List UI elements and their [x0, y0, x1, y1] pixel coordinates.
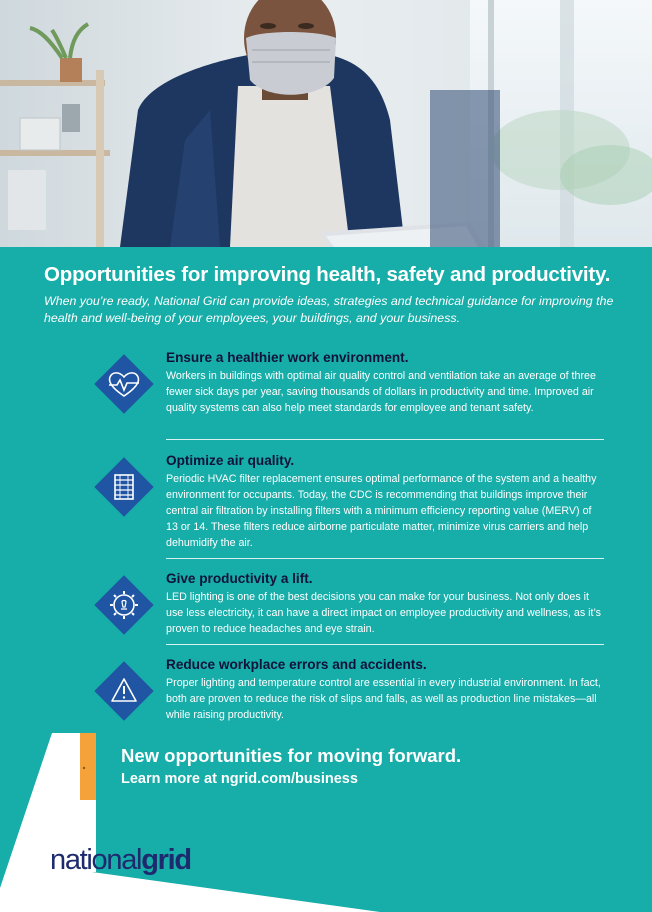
benefit-title: Optimize air quality.	[166, 453, 295, 468]
national-grid-logo	[50, 842, 191, 878]
benefit-body: Workers in buildings with optimal air quality control and ventilation take an average of three fewer sick days per year, saving thousands of dollars in productivity and time. Improved air quality systems can also help meet standards for employee and tenant safety.	[166, 370, 596, 414]
logo-national: national	[50, 844, 142, 876]
benefit-body: Periodic HVAC filter replacement ensures optimal performance of the system and a healthy environment for occupants. Today, the CDC is recommending that buildings improve their central air filtration by installing filters with a minimum efficiency reporting value (MERV) of 13 or 14. These filters reduce airborne particulate matter, minimize virus carriers and help dehumidify the air.	[166, 473, 597, 549]
benefit-body: LED lighting is one of the best decisions you can make for your business. Not only does it use less electricity, it can have a direct impact on employee productivity and wellness, as it’s proven to reduce headaches and eye strain.	[166, 591, 602, 635]
page-headline: Opportunities for improving health, safety and productivity.	[44, 263, 611, 286]
logo-grid: grid	[141, 844, 191, 876]
benefit-title: Ensure a healthier work environment.	[166, 350, 409, 365]
cta-link[interactable]: Learn more at ngrid.com/business	[121, 771, 358, 787]
benefit-title: Reduce workplace errors and accidents.	[166, 657, 427, 672]
benefit-body: Proper lighting and temperature control are essential in every industrial environment. In fact, both are proven to reduce the risk of slips and falls, as well as production line mistakes—all while raising productivity.	[166, 677, 601, 721]
cta-title: New opportunities for moving forward.	[121, 745, 462, 766]
benefit-title: Give productivity a lift.	[166, 571, 313, 586]
intro-paragraph: When you’re ready, National Grid can provide ideas, strategies and technical guidance for improving the health and well-being of your employees, your buildings, and your business.	[44, 294, 614, 325]
